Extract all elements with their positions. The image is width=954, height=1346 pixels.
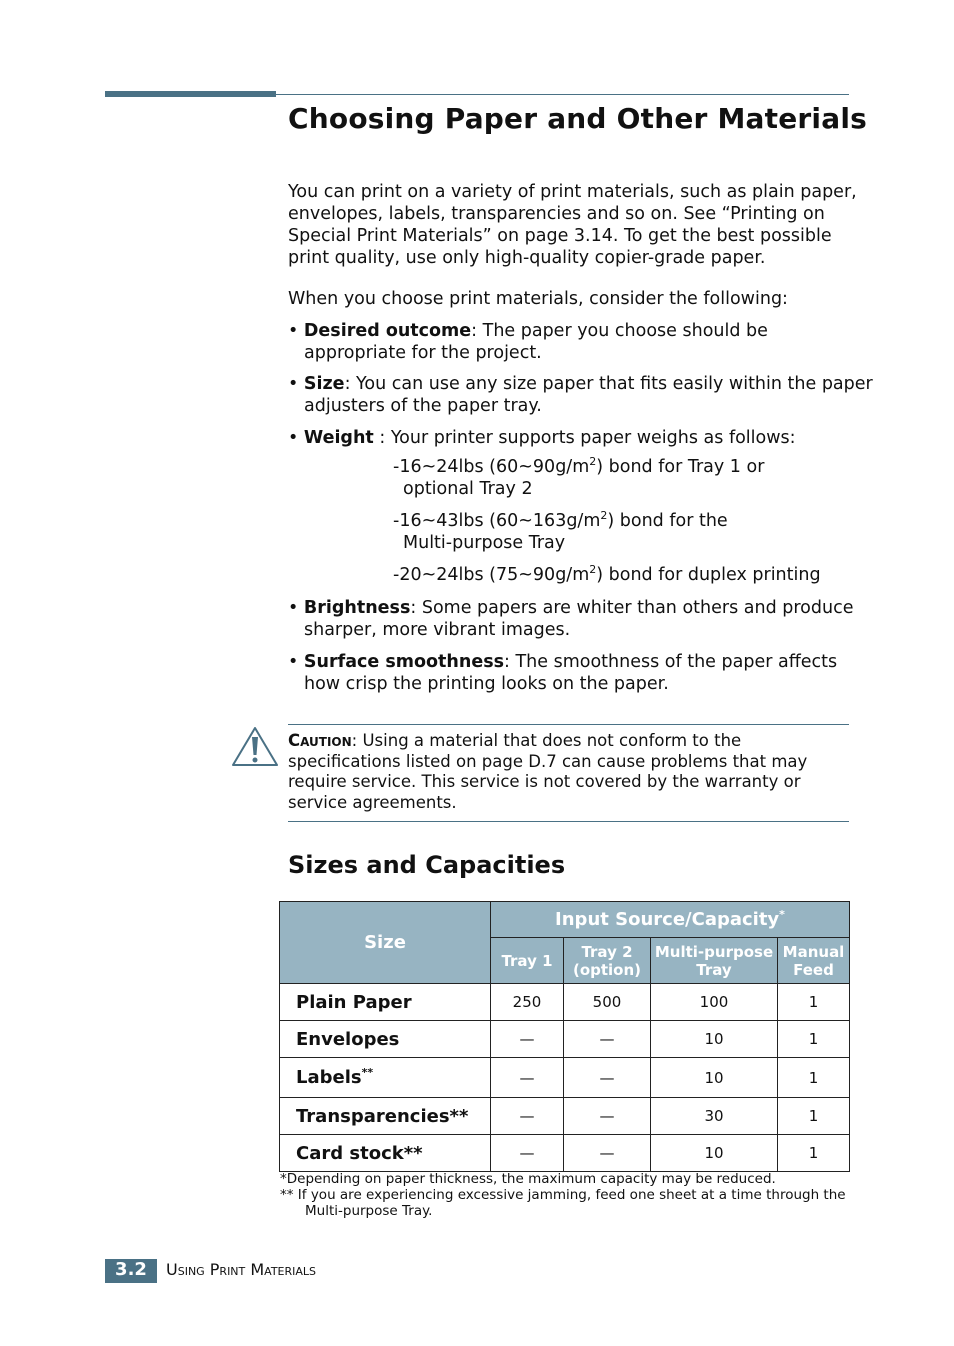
- capacity-table: [279, 901, 850, 1172]
- section-title: Sizes and Capacities: [288, 851, 566, 879]
- cell-value: —: [491, 1058, 564, 1098]
- cell-value: 10: [651, 1135, 778, 1172]
- footnote: Multi-purpose Tray.: [305, 1203, 433, 1219]
- cell-value: 30: [651, 1098, 778, 1135]
- bullet-desired-outcome: • Desired outcome: The paper you choose should be appropriate for the project.: [288, 321, 768, 363]
- bullet-weight: • Weight : Your printer supports paper weighs as follows:: [288, 428, 796, 448]
- header-rule: [276, 94, 849, 95]
- cell-value: 1: [778, 1135, 850, 1172]
- footnotes: [280, 1171, 860, 1219]
- col-header: Manual Feed: [778, 938, 850, 984]
- footnote: *Depending on paper thickness, the maximum capacity may be reduced.: [280, 1171, 776, 1187]
- consider-paragraph: When you choose print materials, consider the following:: [288, 289, 788, 309]
- chapter-title: Using Print Materials: [166, 1260, 317, 1279]
- row-name: Transparencies**: [280, 1098, 491, 1135]
- bullet-surface-smoothness: • Surface smoothness: The smoothness of the paper affects how crisp the printing looks on the paper.: [288, 652, 838, 694]
- weight-item: -20~24lbs $(75\sim 90g/m^2)$ bond for duplex printing: [393, 563, 821, 585]
- caution-box: Caution: Using a material that does not conform to the specifications listed on page D.7 can cause problems that may require service. This service is not covered by the warranty or service agreements.: [288, 724, 849, 822]
- col-header: Multi-purpose Tray: [651, 938, 778, 984]
- cell-value: 1: [778, 1021, 850, 1058]
- warning-icon: [230, 725, 280, 773]
- cell-value: —: [564, 1098, 651, 1135]
- bullet-size: • Size: You can use any size paper that fits easily within the paper adjusters of the paper tray.: [288, 374, 873, 416]
- cell-value: —: [491, 1098, 564, 1135]
- size-header: Size: [280, 902, 491, 984]
- cell-value: 1: [778, 1098, 850, 1135]
- row-name: Labels**: [280, 1058, 491, 1098]
- table-row: [280, 1135, 850, 1172]
- table-row: [280, 1058, 850, 1098]
- cell-value: 500: [564, 984, 651, 1021]
- cell-value: 1: [778, 1058, 850, 1098]
- col-header: Tray 2 (option): [564, 938, 651, 984]
- bullet-brightness: • Brightness: Some papers are whiter than others and produce sharper, more vibrant images.: [288, 598, 854, 640]
- footnote: ** If you are experiencing excessive jamming, feed one sheet at a time through the: [280, 1187, 846, 1203]
- table-row: [280, 1021, 850, 1058]
- page-number: 3.2: [105, 1259, 157, 1283]
- cell-value: 10: [651, 1021, 778, 1058]
- col-header: Tray 1: [491, 938, 564, 984]
- cell-value: 10: [651, 1058, 778, 1098]
- table-row: [280, 984, 850, 1021]
- table-row: [280, 1098, 850, 1135]
- weight-item: -16~24lbs $(60\sim 90g/m^2)$ bond for Tray 1 or optional Tray 2: [393, 455, 765, 499]
- cell-value: —: [564, 1058, 651, 1098]
- row-name: Envelopes: [280, 1021, 491, 1058]
- cell-value: —: [491, 1135, 564, 1172]
- row-name: Card stock**: [280, 1135, 491, 1172]
- row-name: Plain Paper: [280, 984, 491, 1021]
- header-accent-bar: [105, 91, 276, 97]
- cell-value: 100: [651, 984, 778, 1021]
- weight-item: -16~43lbs $(60\sim 163g/m^2)$ bond for the Multi-purpose Tray: [393, 509, 728, 553]
- input-source-header: Input Source/Capacity*: [491, 902, 850, 938]
- cell-value: —: [491, 1021, 564, 1058]
- intro-paragraph: You can print on a variety of print materials, such as plain paper, envelopes, labels, transparencies and so on. See “Printing on Special Print Materials” on page 3.14. To get the best possible print quality, use only high-quality copier-grade paper.: [288, 182, 857, 268]
- cell-value: 250: [491, 984, 564, 1021]
- cell-value: —: [564, 1021, 651, 1058]
- cell-value: —: [564, 1135, 651, 1172]
- page-title: Choosing Paper and Other Materials: [288, 102, 867, 135]
- cell-value: 1: [778, 984, 850, 1021]
